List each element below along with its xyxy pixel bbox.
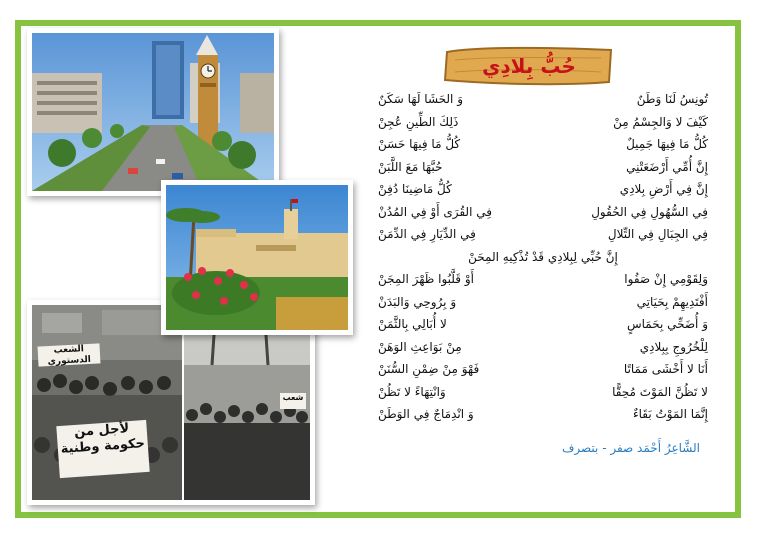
poem-line — [378, 205, 708, 227]
poem-hemistich-right: فِي الجِبَالِ فِي التِّلالِ — [607, 227, 708, 241]
protest-sign-national-government: لأجل من حكومة وطنية — [56, 420, 149, 478]
poem-hemistich-left: أَوْ قَلَّبُوا ظَهْرَ المِجَنْ — [378, 272, 474, 286]
fort-garden-photo — [161, 180, 353, 335]
poem-hemistich-right: كُلُّ مَا فِيهَا جَمِيلٌ — [626, 137, 708, 151]
poem-hemistich-right: تُونِسُ لَنَا وَطَنٌ — [636, 92, 708, 106]
poet-credit: الشَّاعِرُ أَحْمَد صفر - بتصرف — [561, 441, 700, 455]
poem-hemistich-left: حُبَّهَا مَعَ اللَّبَنْ — [378, 159, 443, 174]
poem-hemistich-right: كَيْفَ لا وَالجِسْمُ مِنْ — [613, 114, 708, 129]
poem-hemistich-left: مِنْ بَوَاعِثِ الوَهَنْ — [378, 339, 462, 354]
tunis-avenue-illustration — [32, 33, 274, 191]
poem-line — [378, 92, 708, 114]
protest-sign-right: شعب — [280, 393, 306, 409]
poem-line — [378, 272, 708, 294]
poem-line — [378, 227, 708, 249]
poem-hemistich-left: لا أُبَالِي بِالثَّمَنْ — [378, 317, 447, 331]
poem-hemistich-right: لا تَظُنَّ المَوْتَ مُحِقًّا — [612, 384, 708, 399]
poem-line — [378, 385, 708, 407]
poem-hemistich-left: فَهْوَ مِنْ ضِمْنِ السُّنَنْ — [378, 362, 480, 376]
poem-line — [378, 182, 708, 204]
poem-title: حُبُّ بِلادِي — [482, 54, 576, 78]
poem-hemistich-right: وَلِقَوْمِي إِنْ صَفُوا — [624, 272, 708, 286]
poem-hemistich-right: لِلْخُرُوجِ بِبِلادِي — [639, 339, 708, 354]
tunis-avenue-photo — [27, 28, 279, 196]
poem-hemistich-right: فِي السُّهُولِ فِي الحُقُولِ — [591, 204, 708, 219]
poem-hemistich-left: وَانْتِهَاءً لا تَظُنْ — [378, 384, 446, 399]
poem-line — [378, 160, 708, 182]
poem-hemistich-left: كُلُّ مَا فِيهَا حَسَنْ — [378, 137, 461, 151]
poem-line — [378, 295, 708, 317]
poem-hemistich-left: فِي الدِّيَارِ فِي الدِّمَنْ — [378, 227, 476, 241]
poem-line — [378, 362, 708, 384]
poem-hemistich-right: وَ أُضَحِّي بِحَمَاسٍ — [626, 317, 708, 331]
poem-hemistich-left: ذَلِكَ الطِّينِ عُجِنْ — [378, 114, 459, 129]
poem-hemistich-left: وَ بِرُوحِي وَالبَدَنْ — [378, 294, 457, 309]
poem-line — [378, 137, 708, 159]
poem-hemistich-left: فِي القُرَى أَوْ فِي المُدُنْ — [378, 204, 492, 219]
poem-line — [378, 115, 708, 137]
poem-hemistich-right: إِنَّ فِي أَرْضِ بِلادِي — [619, 182, 708, 196]
poem-hemistich-right: أَنَا لا أَخْشَى مَمَاتًا — [623, 362, 708, 376]
poem-line — [378, 407, 708, 429]
poem-hemistich-right: أَفْتَدِيهِمْ بِحَيَاتِي — [636, 294, 708, 309]
poem-verse: إِنَّ حُبِّي لِبِلادِي قَدْ تُذْكِيهِ المِحَنْ — [468, 249, 618, 264]
poem-hemistich-right: إِنَّ أُمِّي أَرْضَعَتْنِي — [626, 159, 708, 174]
poem-hemistich-left: وَ الحَشَا لَهَا سَكَنٌ — [378, 92, 463, 106]
poem-hemistich-left: كُلُّ مَاضِينَا دُفِنْ — [378, 182, 452, 196]
poem-line — [378, 340, 708, 362]
poem-hemistich-right: إِنَّمَا المَوْتُ بَقَاءٌ — [632, 407, 708, 421]
poem-hemistich-left: وَ انْدِمَاجٌ فِي الوَطَنْ — [378, 407, 474, 421]
protest-sign-small: الشعب الدستوري — [38, 343, 101, 366]
fort-garden-illustration — [166, 185, 348, 330]
poem-line — [378, 317, 708, 339]
title-banner — [441, 44, 617, 88]
poem-line — [378, 250, 708, 272]
